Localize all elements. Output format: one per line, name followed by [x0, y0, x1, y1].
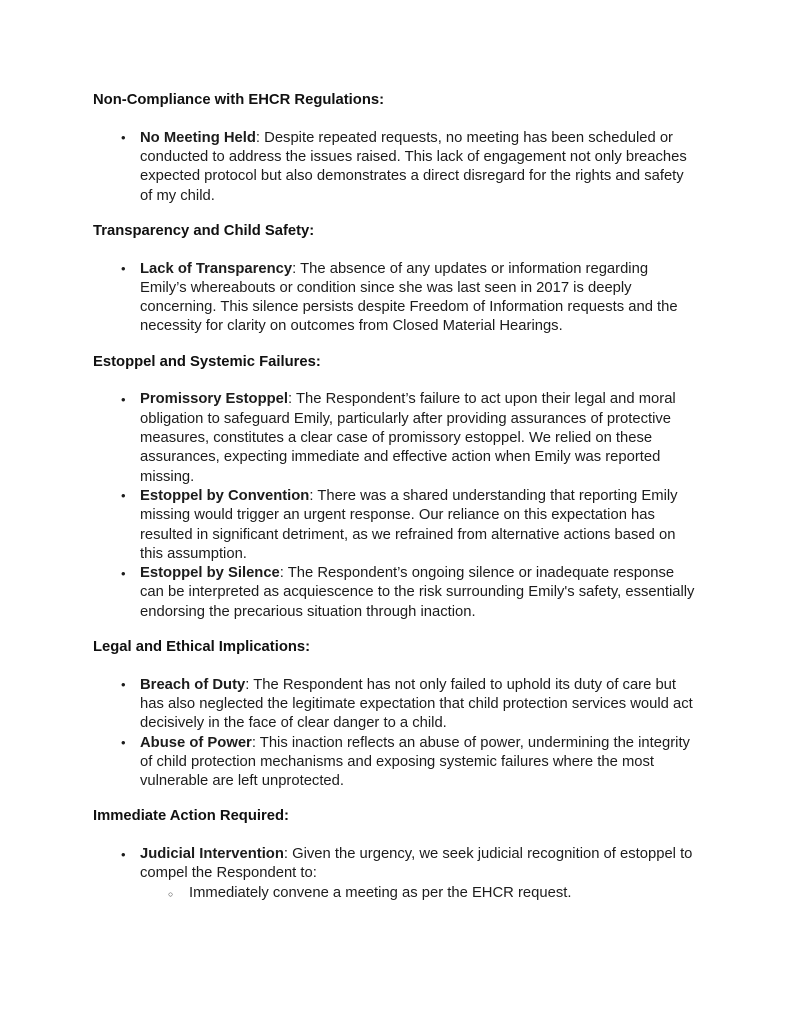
bullet-label: Estoppel by Convention — [140, 487, 310, 504]
bullet-icon: • — [121, 391, 126, 407]
bullet-text: : The Respondent’s failure to act upon their legal and moral obligation to safeguard Emily, particularly after providing assurances of protective measures, constitutes a clear case of promissory estoppel. We relied on these assurances, expecting immediate and effective action when Emily was reported missing. — [140, 391, 676, 485]
bullet-item — [121, 390, 697, 486]
bullet-item — [121, 564, 697, 622]
sub-bullet-text: Immediately convene a meeting as per the EHCR request. — [189, 884, 572, 901]
circle-bullet-icon: ○ — [168, 888, 174, 899]
bullet-label: Judicial Intervention — [140, 846, 284, 863]
bullet-list — [93, 129, 699, 206]
bullet-list — [93, 390, 699, 622]
bullet-icon: • — [121, 261, 126, 277]
bullet-text: : The absence of any updates or information regarding Emily’s whereabouts or condition since she was last seen in 2017 is deeply concerning. This silence persists despite Freedom of Information requests and the necessity for clarity on outcomes from Closed Material Hearings. — [140, 260, 678, 335]
bullet-label: Abuse of Power — [140, 734, 252, 751]
bullet-item — [121, 129, 697, 206]
document-content — [93, 91, 699, 919]
bullet-text: : Given the urgency, we seek judicial recognition of estoppel to compel the Respondent to: — [140, 846, 693, 882]
bullet-label: Breach of Duty — [140, 676, 246, 693]
bullet-label: No Meeting Held — [140, 129, 256, 146]
document-section — [93, 638, 699, 791]
bullet-text: : Despite repeated requests, no meeting has been scheduled or conducted to address the issues raised. This lack of engagement not only breaches expected protocol but also demonstrates a direct disregard for the rights and safety of my child. — [140, 129, 687, 204]
bullet-text: : There was a shared understanding that reporting Emily missing would trigger an urgent response. Our reliance on this expectation has resulted in significant detriment, as we refrained from alternative actions based on this assumption. — [140, 487, 678, 562]
section-heading: Transparency and Child Safety: — [93, 222, 315, 239]
bullet-label: Estoppel by Silence — [140, 565, 280, 582]
bullet-list — [93, 676, 699, 792]
bullet-icon: • — [121, 130, 126, 146]
document-section — [93, 222, 699, 337]
section-heading: Estoppel and Systemic Failures: — [93, 353, 321, 370]
bullet-icon: • — [121, 677, 126, 693]
section-heading: Immediate Action Required: — [93, 808, 289, 825]
document-section — [93, 91, 699, 206]
section-heading: Legal and Ethical Implications: — [93, 639, 311, 655]
bullet-item — [121, 734, 697, 792]
bullet-item — [121, 845, 697, 903]
bullet-icon: • — [121, 488, 126, 504]
bullet-icon: • — [121, 565, 126, 581]
document-section — [93, 807, 699, 903]
section-heading: Non-Compliance with EHCR Regulations: — [93, 92, 385, 108]
bullet-text: : The Respondent’s ongoing silence or inadequate response can be interpreted as acquiescence to the risk surrounding Emily's safety, essentially endorsing the precarious situation through inaction. — [140, 565, 695, 620]
sub-bullet-list — [140, 884, 697, 903]
bullet-label: Promissory Estoppel — [140, 391, 289, 408]
bullet-item — [121, 260, 697, 337]
document-section — [93, 353, 699, 622]
bullet-text: : This inaction reflects an abuse of power, undermining the integrity of child protection mechanisms and exposing systemic failures where the most vulnerable are left unprotected. — [140, 734, 690, 790]
bullet-list — [93, 845, 699, 903]
bullet-icon: • — [121, 846, 126, 862]
bullet-list — [93, 260, 699, 337]
bullet-item — [121, 676, 697, 734]
bullet-icon: • — [121, 735, 126, 751]
sub-bullet-item — [168, 884, 689, 903]
bullet-label: Lack of Transparency — [140, 260, 293, 277]
bullet-item — [121, 487, 697, 564]
bullet-text: : The Respondent has not only failed to uphold its duty of care but has also neglected the legitimate expectation that child protection services would act decisively in the face of clear danger to a child. — [140, 676, 693, 732]
